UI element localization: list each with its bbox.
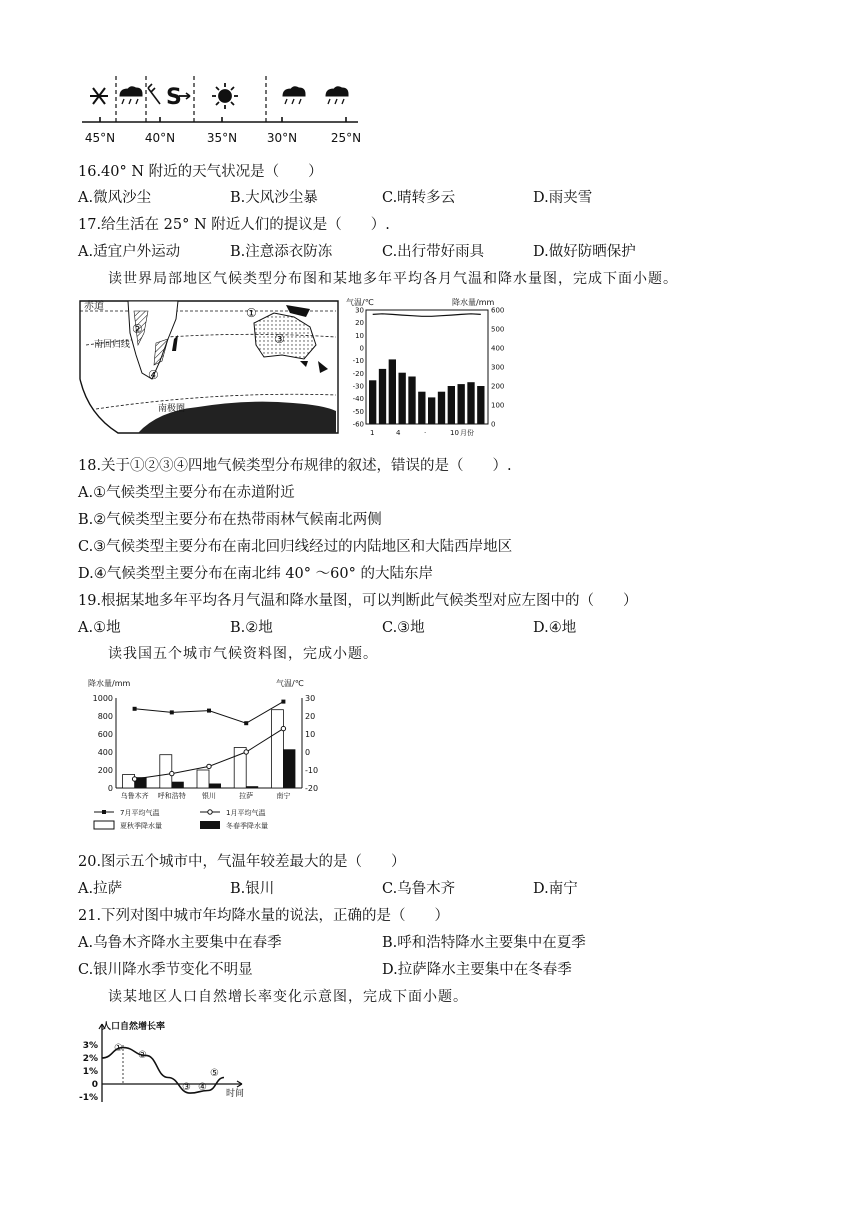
option: C.③气候类型主要分布在南北回归线经过的内陆地区和大陆西岸地区: [78, 539, 513, 555]
strip-label: 35°N: [206, 131, 238, 145]
sandstorm-icon: [166, 85, 190, 110]
precip-bar: [458, 384, 465, 424]
city-climate-chart: [80, 676, 330, 836]
population-growth-chart: [76, 1018, 256, 1110]
y-tick: 20: [355, 319, 364, 328]
x-tick: 1: [370, 429, 375, 437]
precip-bar: [389, 359, 396, 424]
y-tick: 1%: [82, 1067, 98, 1077]
option: C.③地: [382, 620, 425, 636]
pop-marker-4: ④: [198, 1082, 207, 1093]
pop-marker-3: ③: [182, 1082, 191, 1093]
y-right-tick: 0: [305, 748, 311, 757]
precip-bar: [428, 397, 435, 424]
jul-temp-point: [281, 700, 285, 704]
map-label-polar: 南极圈: [158, 404, 186, 414]
option: D.雨夹雪: [533, 190, 593, 206]
precip-bar: [399, 373, 406, 424]
y-tick: 30: [355, 306, 364, 315]
option: D.④地: [533, 620, 577, 636]
jan-temp-point: [170, 771, 174, 775]
y-tick: 3%: [82, 1041, 98, 1051]
y-right-tick: 0: [491, 420, 496, 429]
legend-jul: 7月平均气温: [120, 809, 160, 817]
winter-precip-bar: [172, 782, 184, 788]
precip-bar: [438, 392, 445, 424]
city-right-title: 气温/℃: [276, 679, 304, 688]
question-17: 17.给生活在 25° N 附近人们的提议是（ ）.: [78, 217, 390, 233]
option: D.④气候类型主要分布在南北纬 40° ～60° 的大陆东岸: [78, 566, 433, 582]
y-tick: -30: [352, 382, 364, 391]
y-tick: 1000: [92, 694, 113, 703]
y-right-tick: 20: [305, 712, 316, 721]
y-tick: 200: [97, 766, 113, 775]
y-tick: -20: [352, 369, 364, 378]
city-label: 呼和浩特: [157, 792, 186, 800]
y-tick: 600: [97, 730, 113, 739]
map-label-equator: 赤道: [84, 301, 104, 312]
option: D.南宁: [533, 881, 578, 897]
intro-text: 读世界局部地区气候类型分布图和某地多年平均各月气温和降水量图，完成下面小题。: [108, 271, 678, 287]
map-marker-3: ③: [274, 332, 285, 346]
jan-temp-point: [244, 750, 248, 754]
summer-precip-bar: [197, 770, 209, 788]
option: A.微风沙尘: [78, 190, 152, 206]
city-left-title: 降水量/mm: [88, 679, 131, 688]
rain-icon: [120, 87, 142, 104]
jan-temp-point: [132, 777, 136, 781]
jul-temp-point: [170, 710, 174, 714]
city-label: 银川: [202, 792, 216, 800]
question-18: 18.关于①②③④四地气候类型分布规律的叙述，错误的是（ ）.: [78, 458, 512, 474]
y-right-tick: -10: [305, 766, 319, 775]
map-label-tropic: 南回归线: [94, 340, 131, 350]
y-tick: 0: [107, 784, 113, 793]
pop-marker-5: ⑤: [210, 1068, 219, 1079]
y-tick: 0: [91, 1080, 98, 1090]
y-right-tick: 600: [491, 306, 505, 315]
question-16: 16.40° N 附近的天气状况是（ ）: [78, 164, 323, 180]
sun-icon: [212, 83, 238, 109]
winter-precip-bar: [246, 786, 258, 788]
y-right-tick: 10: [305, 730, 316, 739]
jan-temp-point: [207, 764, 211, 768]
y-right-tick: -20: [305, 784, 319, 793]
weather-strip-figure: [76, 74, 376, 150]
legend: [94, 808, 268, 830]
y-right-tick: 500: [491, 325, 505, 334]
city-label: 南宁: [276, 792, 291, 800]
summer-precip-bar: [271, 710, 283, 788]
city-label: 乌鲁木齐: [120, 792, 149, 800]
city-label: 拉萨: [239, 792, 254, 800]
option: B.呼和浩特降水主要集中在夏季: [382, 935, 586, 951]
option: C.晴转多云: [382, 190, 456, 206]
strip-label: 30°N: [266, 131, 298, 145]
x-unit: 月份: [460, 429, 474, 437]
x-tick: 4: [396, 429, 401, 437]
climo-right-title: 降水量/mm: [452, 298, 495, 307]
winter-precip-bar: [283, 749, 295, 788]
option: A.①地: [78, 620, 121, 636]
wind-icon: [148, 84, 160, 104]
question-21: 21.下列对图中城市年均降水量的说法，正确的是（ ）: [78, 908, 450, 924]
strip-label: 25°N: [330, 131, 362, 145]
option: B.大风沙尘暴: [230, 190, 318, 206]
y-right-tick: 30: [305, 694, 316, 703]
option: A.①气候类型主要分布在赤道附近: [78, 485, 295, 501]
precip-bar: [477, 386, 484, 424]
y-right-tick: 400: [491, 344, 505, 353]
snow-icon: [90, 88, 108, 104]
map-marker-2: ②: [132, 322, 143, 336]
y-tick: 400: [97, 748, 113, 757]
temperature-line: [373, 314, 481, 317]
strip-label: 45°N: [84, 131, 116, 145]
y-tick: -10: [352, 357, 364, 366]
precip-bar: [418, 392, 425, 424]
option: B.②地: [230, 620, 273, 636]
x-tick: ·: [424, 429, 427, 437]
y-tick: 10: [355, 331, 364, 340]
summer-precip-bar: [160, 755, 172, 788]
y-tick: -60: [352, 420, 364, 429]
option: C.出行带好雨具: [382, 244, 485, 260]
jul-temp-point: [133, 707, 137, 711]
option: C.银川降水季节变化不明显: [78, 962, 253, 978]
precip-bar: [379, 369, 386, 424]
svg-text:S: S: [166, 85, 182, 110]
question-20: 20.图示五个城市中，气温年较差最大的是（ ）: [78, 854, 406, 870]
option: A.适宜户外运动: [78, 244, 181, 260]
rain-icon: [326, 87, 348, 104]
option: B.银川: [230, 881, 275, 897]
option: B.注意添衣防冻: [230, 244, 333, 260]
map-marker-1: ①: [246, 306, 257, 320]
precip-bar: [467, 382, 474, 424]
x-tick: 10: [450, 429, 459, 437]
precip-bar: [408, 377, 415, 425]
y-tick: 2%: [82, 1054, 98, 1064]
y-tick: 0: [359, 344, 364, 353]
intro-text: 读我国五个城市气候资料图，完成小题。: [108, 646, 378, 662]
y-right-tick: 200: [491, 382, 505, 391]
winter-precip-bar: [209, 784, 221, 789]
option: D.拉萨降水主要集中在冬春季: [382, 962, 572, 978]
option: A.乌鲁木齐降水主要集中在春季: [78, 935, 282, 951]
y-tick: 800: [97, 712, 113, 721]
summer-precip-bar: [123, 775, 135, 789]
precip-bar: [369, 380, 376, 424]
pop-marker-1: ①: [114, 1043, 123, 1054]
option: C.乌鲁木齐: [382, 881, 456, 897]
pop-xlabel: 时间: [226, 1089, 245, 1099]
legend-jan: 1月平均气温: [226, 809, 266, 817]
y-right-tick: 300: [491, 363, 505, 372]
option: B.②气候类型主要分布在热带雨林气候南北两侧: [78, 512, 382, 528]
climate-map-figure: [78, 299, 340, 435]
map-marker-4: ④: [148, 368, 159, 382]
jul-temp-point: [207, 709, 211, 713]
legend-summer: 夏秋季降水量: [120, 822, 162, 830]
pop-marker-2: ②: [138, 1050, 147, 1061]
pop-ylabel: 人口自然增长率: [102, 1022, 166, 1032]
option: A.拉萨: [78, 881, 123, 897]
question-19: 19.根据某地多年平均各月气温和降水量图，可以判断此气候类型对应左图中的（ ）: [78, 593, 638, 609]
climo-left-title: 气温/℃: [346, 298, 374, 307]
strip-label: 40°N: [144, 131, 176, 145]
jul-temp-point: [244, 721, 248, 725]
intro-text: 读某地区人口自然增长率变化示意图，完成下面小题。: [108, 989, 468, 1005]
jan-temp-point: [281, 726, 285, 730]
legend-winter: 冬春季降水量: [226, 822, 268, 830]
option: D.做好防晒保护: [533, 244, 636, 260]
climograph: [344, 296, 512, 442]
y-tick: -50: [352, 407, 364, 416]
rain-icon: [283, 87, 305, 104]
y-tick: -40: [352, 395, 364, 404]
y-right-tick: 100: [491, 401, 505, 410]
y-tick: -1%: [78, 1093, 98, 1103]
precip-bar: [448, 386, 455, 424]
